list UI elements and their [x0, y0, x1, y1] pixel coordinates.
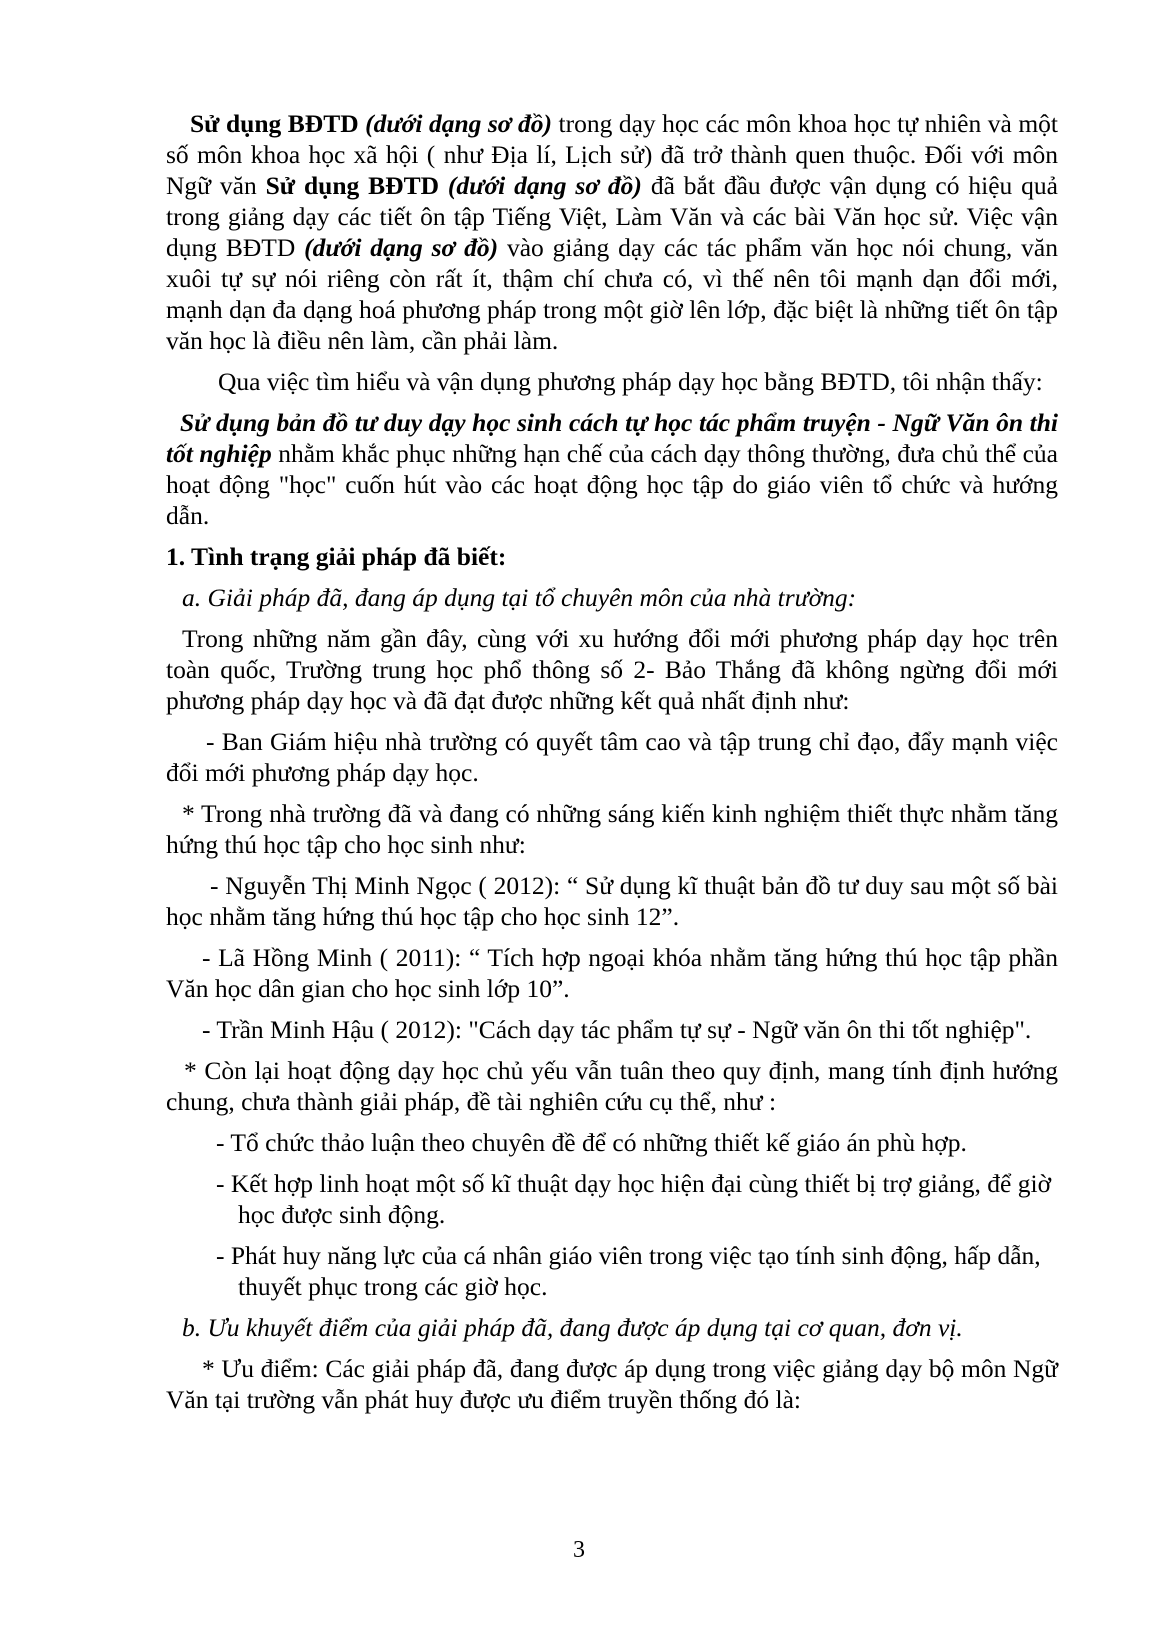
paragraph-text: trong dạy học các môn khoa học tự nhiên và một số môn khoa học xã hội ( như Địa lí, Lịch sử) đã trở thành quen thuộc. Đối với môn Ngữ văn [166, 109, 1058, 200]
paragraph-recent-years: Trong những năm gần đây, cùng với xu hướng đổi mới phương pháp dạy học trên toàn quốc, Trường trung học phổ thông số 2- Bảo Thắng đã không ngừng đổi mới phương pháp dạy học và đã đạt được những kết quả nhất định như: [166, 624, 1058, 715]
page-body [166, 108, 1058, 1425]
paragraph-initiatives: * Trong nhà trường đã và đang có những sáng kiến kinh nghiệm thiết thực nhằm tăng hứng thú học tập cho học sinh như: [166, 799, 1058, 859]
list-item: - Phát huy năng lực của cá nhân giáo viên trong việc tạo tính sinh động, hấp dẫn, thuyết phục trong các giờ học. [216, 1241, 1041, 1301]
list-item: - Tổ chức thảo luận theo chuyên đề để có những thiết kế giáo án phù hợp. [216, 1128, 967, 1157]
bold-italic-term: (dưới dạng sơ đồ) [304, 233, 499, 262]
paragraph-initiative-3: - Trần Minh Hậu ( 2012): "Cách dạy tác phẩm tự sự - Ngữ văn ôn thi tốt nghiệp". [202, 1015, 1032, 1044]
paragraph-remaining: * Còn lại hoạt động dạy học chủ yếu vẫn tuân theo quy định, mang tính định hướng chung, chưa thành giải pháp, đề tài nghiên cứu cụ thể, như : [166, 1056, 1058, 1116]
list-item: - Kết hợp linh hoạt một số kĩ thuật dạy học hiện đại cùng thiết bị trợ giảng, để giờ học được sinh động. [216, 1169, 1052, 1229]
bold-italic-term: (dưới dạng sơ đồ) [447, 171, 642, 200]
paragraph-observation: Qua việc tìm hiểu và vận dụng phương pháp dạy học bằng BĐTD, tôi nhận thấy: [218, 367, 1043, 396]
paragraph-bdtd-intro [166, 108, 1058, 356]
subheading-a: a. Giải pháp đã, đang áp dụng tại tổ chuyên môn của nhà trường: [182, 583, 857, 612]
paragraph-topic [166, 407, 1058, 531]
paragraph-text: vào giảng dạy các tác phẩm văn học nói chung, văn xuôi tự sự nói riêng còn rất ít, thậm chí chưa có, vì thế nên tôi mạnh dạn đổi mới, mạnh dạn đa dạng hoá phương pháp trong một giờ lên lớp, đặc biệt là những tiết ôn tập văn học là điều nên làm, cần phải làm. [166, 233, 1058, 355]
topic-title: Sử dụng bản đồ tư duy dạy học sinh cách tự học tác phẩm truyện - Ngữ Văn ôn thi tốt nghiệp [166, 408, 1058, 468]
paragraph-text: đã bắt đầu được vận dụng có hiệu quả trong giảng dạy các tiết ôn tập Tiếng Việt, Làm Văn và các bài Văn học sử. Việc vận dụng BĐTD [166, 171, 1058, 262]
paragraph-board: - Ban Giám hiệu nhà trường có quyết tâm cao và tập trung chỉ đạo, đẩy mạnh việc đổi mới phương pháp dạy học. [166, 727, 1058, 787]
paragraph-text: nhằm khắc phục những hạn chế của cách dạy thông thường, đưa chủ thể của hoạt động "học" cuốn hút vào các hoạt động học tập do giáo viên tổ chức và hướng dẫn. [166, 439, 1059, 530]
bold-italic-term: (dưới dạng sơ đồ) [365, 109, 552, 138]
section-heading-1: 1. Tình trạng giải pháp đã biết: [166, 542, 507, 571]
bold-term: Sử dụng BĐTD [265, 171, 440, 200]
paragraph-initiative-1: - Nguyễn Thị Minh Ngọc ( 2012): “ Sử dụng kĩ thuật bản đồ tư duy sau một số bài học nhằm tăng hứng thú học tập cho học sinh 12”. [166, 871, 1058, 931]
paragraph-advantages: * Ưu điểm: Các giải pháp đã, đang được áp dụng trong việc giảng dạy bộ môn Ngữ Văn tại trường vẫn phát huy được ưu điểm truyền thống đó là: [166, 1354, 1058, 1414]
paragraph-initiative-2: - Lã Hồng Minh ( 2011): “ Tích hợp ngoại khóa nhằm tăng hứng thú học tập phần Văn học dân gian cho học sinh lớp 10”. [166, 943, 1058, 1003]
page-number: 3 [573, 1537, 585, 1563]
subheading-b: b. Ưu khuyết điểm của giải pháp đã, đang được áp dụng tại cơ quan, đơn vị. [182, 1313, 963, 1342]
bold-term: Sử dụng BĐTD [190, 109, 359, 138]
